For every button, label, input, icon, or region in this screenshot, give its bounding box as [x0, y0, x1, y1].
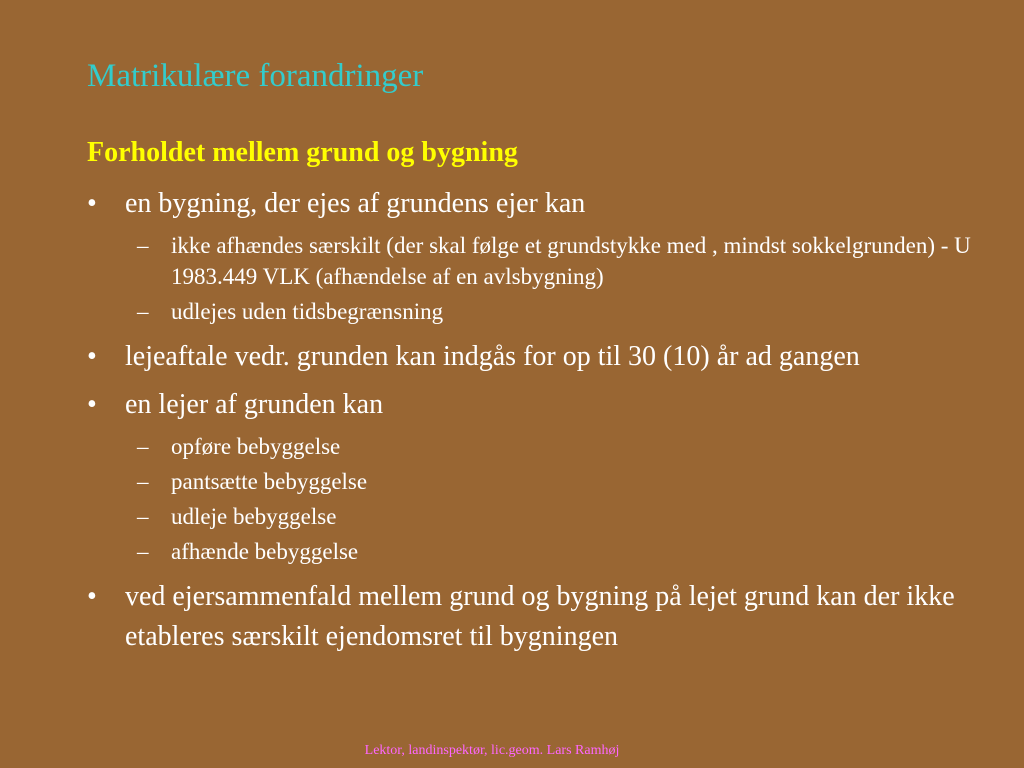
sub-list [87, 431, 987, 567]
bullet-item [87, 385, 987, 425]
sub-marker: – [137, 434, 149, 459]
sub-text: opføre bebyggelse [171, 434, 341, 459]
bullet-item [87, 184, 987, 224]
slide-footer: Lektor, landinspektør, lic.geom. Lars Ramhøj [364, 743, 620, 758]
sub-marker: – [137, 299, 149, 324]
bullet-marker: • [87, 341, 97, 372]
bullet-text: en lejer af grunden kan [125, 389, 384, 420]
bullet-item [87, 337, 987, 377]
bullet-marker: • [87, 581, 97, 612]
sub-marker: – [137, 469, 149, 494]
bullet-text: en bygning, der ejes af grundens ejer kan [125, 188, 586, 219]
sub-item [125, 296, 987, 327]
sub-marker: – [137, 233, 149, 258]
sub-text: udlejes uden tidsbegrænsning [171, 299, 444, 324]
sub-marker: – [137, 539, 149, 564]
bullet-text: ved ejersammenfald mellem grund og bygning på lejet grund kan der ikke etableres særskilt ejendomsret til bygningen [125, 581, 955, 652]
sub-text: ikke afhændes særskilt (der skal følge et grundstykke med , mindst sokkelgrunden) - U 1983.449 VLK (afhændelse af en avlsbygning) [171, 233, 971, 289]
bullet-marker: • [87, 188, 97, 219]
bullet-list [87, 184, 987, 665]
sub-item [125, 431, 987, 462]
sub-list [87, 230, 987, 327]
slide-subtitle: Forholdet mellem grund og bygning [87, 137, 518, 168]
sub-item [125, 501, 987, 532]
slide-title: Matrikulære forandringer [87, 58, 424, 94]
sub-item [125, 230, 987, 292]
bullet-text: lejeaftale vedr. grunden kan indgås for op til 30 (10) år ad gangen [125, 341, 860, 372]
sub-item [125, 536, 987, 567]
sub-item [125, 466, 987, 497]
sub-marker: – [137, 504, 149, 529]
bullet-item [87, 577, 987, 657]
bullet-marker: • [87, 389, 97, 420]
sub-text: udleje bebyggelse [171, 504, 337, 529]
sub-text: afhænde bebyggelse [171, 539, 359, 564]
sub-text: pantsætte bebyggelse [171, 469, 368, 494]
